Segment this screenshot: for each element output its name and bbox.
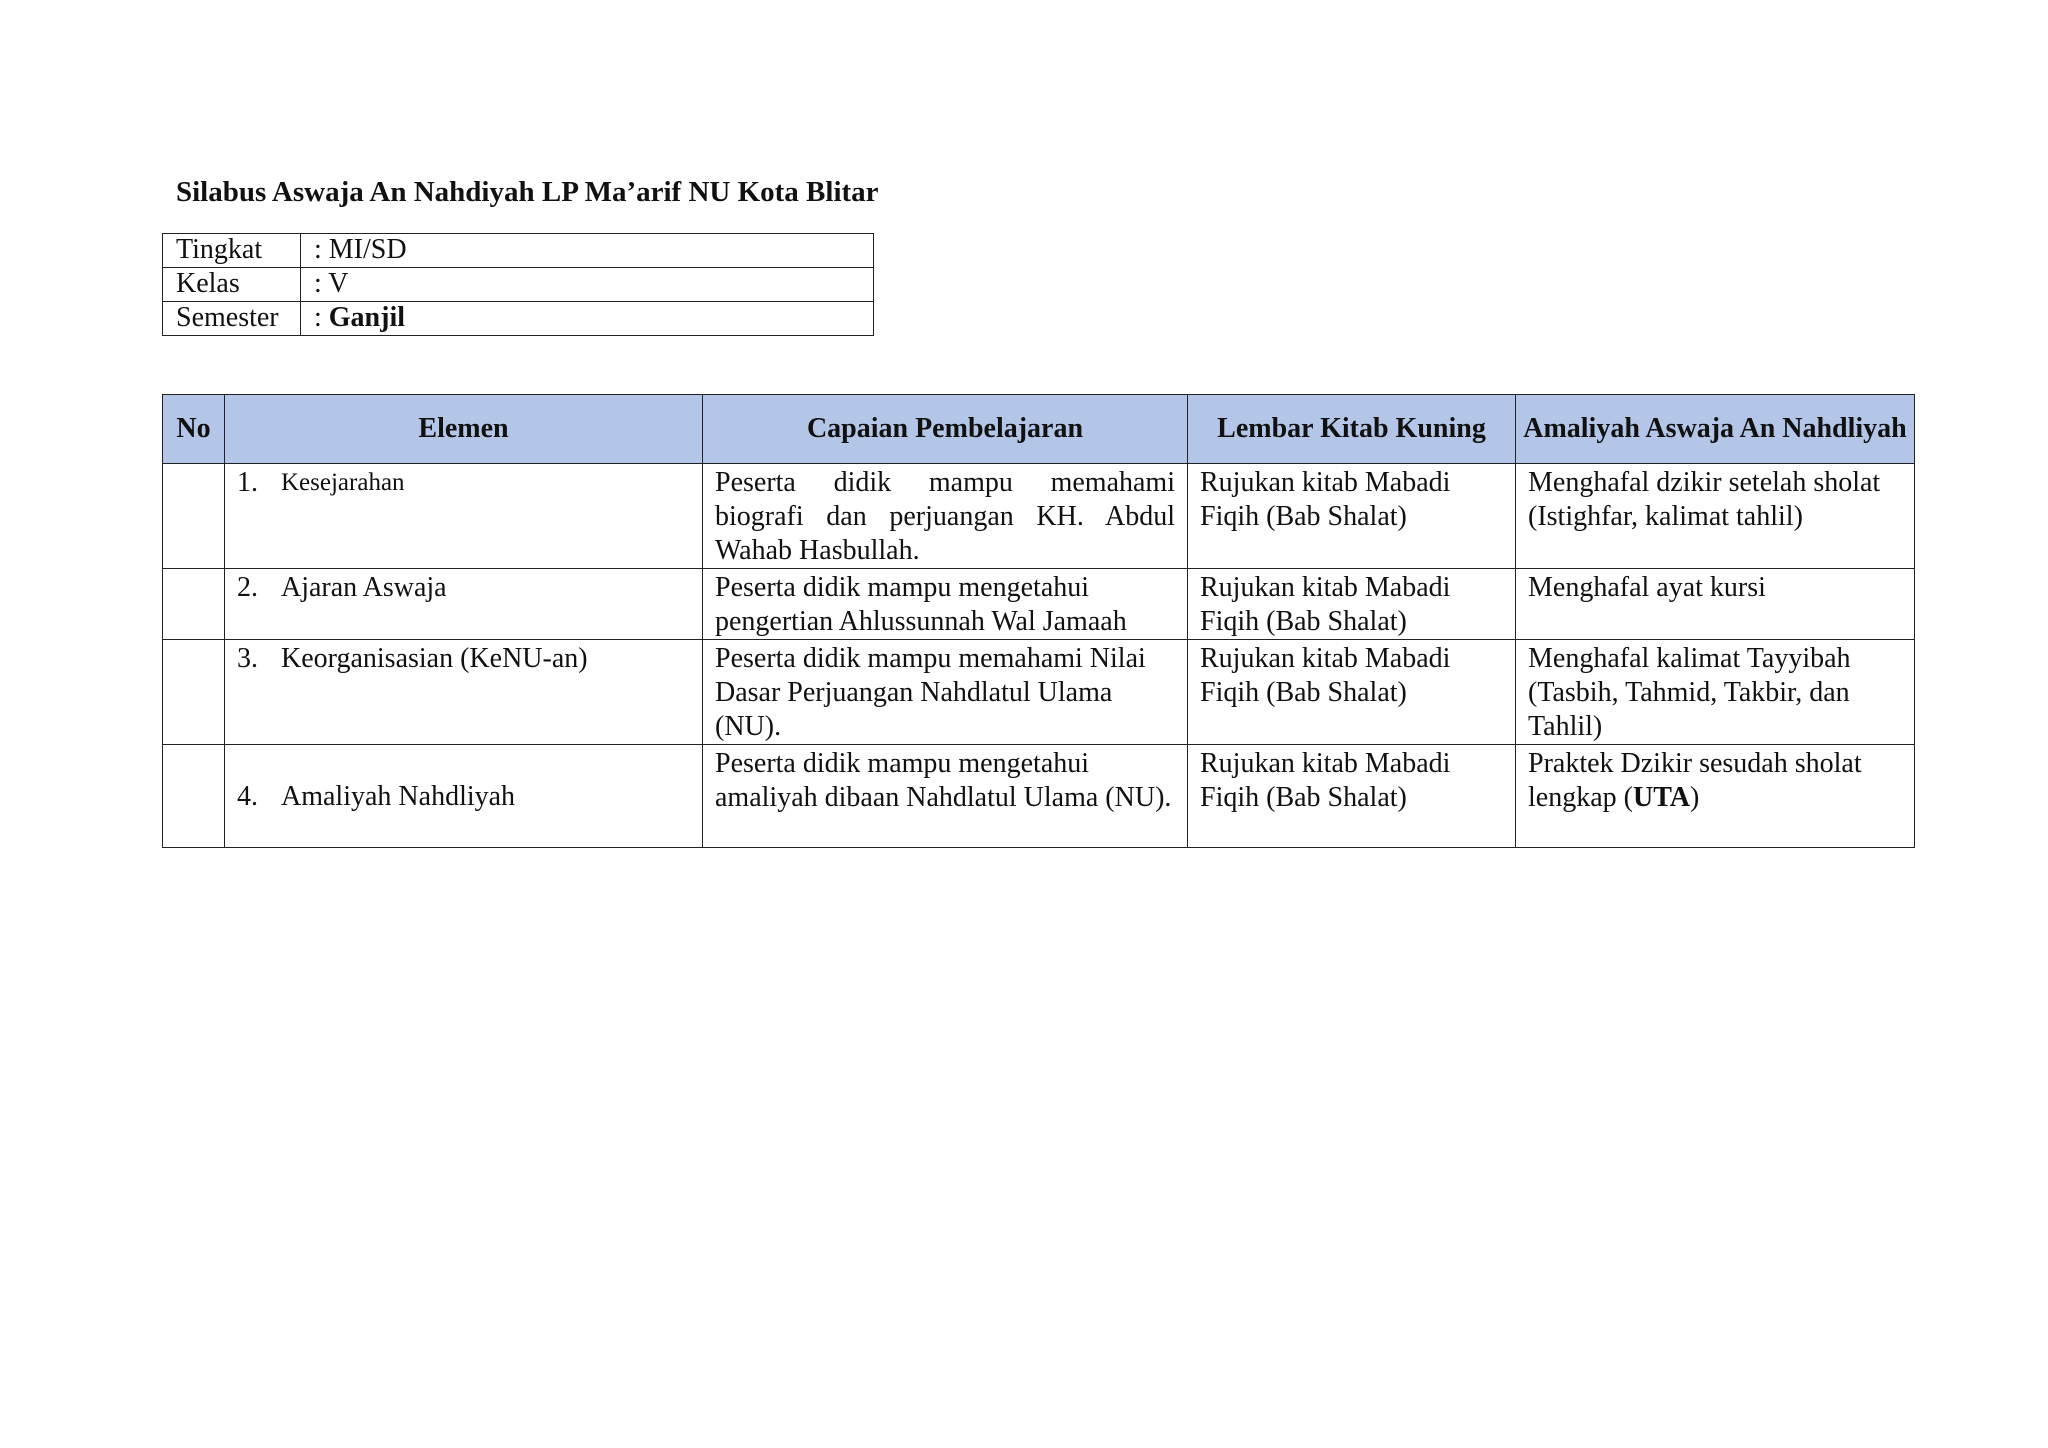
amaliyah-suffix: ) bbox=[1690, 782, 1700, 813]
syllabus-table bbox=[162, 394, 1915, 848]
tingkat-value: : MI/SD bbox=[301, 234, 874, 268]
header-no: No bbox=[163, 395, 225, 464]
cell-amaliyah: Menghafal kalimat Tayyibah (Tasbih, Tahmid, Takbir, dan Tahlil) bbox=[1516, 640, 1915, 745]
amaliyah-text: Praktek Dzikir sesudah sholat lengkap ( bbox=[1528, 748, 1862, 813]
table-row bbox=[163, 569, 1915, 640]
page-title: Silabus Aswaja An Nahdiyah LP Ma’arif NU Kota Blitar bbox=[176, 176, 879, 208]
cell-capaian: Peserta didik mampu mengetahui pengertian Ahlussunnah Wal Jamaah bbox=[703, 569, 1188, 640]
cell-amaliyah: Menghafal dzikir setelah sholat (Istighfar, kalimat tahlil) bbox=[1516, 464, 1915, 569]
cell-capaian: Peserta didik mampu memahami Nilai Dasar Perjuangan Nahdlatul Ulama (NU). bbox=[703, 640, 1188, 745]
cell-no bbox=[163, 464, 225, 569]
header-capaian: Capaian Pembelajaran bbox=[703, 395, 1188, 464]
elemen-label: Keorganisasian (KeNU-an) bbox=[281, 643, 588, 674]
cell-lembar: Rujukan kitab Mabadi Fiqih (Bab Shalat) bbox=[1188, 640, 1516, 745]
semester-value-cell bbox=[301, 302, 874, 336]
cell-elemen bbox=[225, 745, 703, 848]
info-row-kelas bbox=[163, 268, 874, 302]
table-row bbox=[163, 745, 1915, 848]
elemen-label: Ajaran Aswaja bbox=[281, 572, 447, 603]
cell-lembar: Rujukan kitab Mabadi Fiqih (Bab Shalat) bbox=[1188, 569, 1516, 640]
kelas-value: : V bbox=[301, 268, 874, 302]
semester-value: Ganjil bbox=[328, 302, 406, 333]
cell-amaliyah bbox=[1516, 745, 1915, 848]
cell-amaliyah: Menghafal ayat kursi bbox=[1516, 569, 1915, 640]
cell-no bbox=[163, 745, 225, 848]
kelas-label: Kelas bbox=[163, 268, 301, 302]
elemen-number: 2. bbox=[237, 572, 258, 603]
table-row bbox=[163, 464, 1915, 569]
table-row bbox=[163, 640, 1915, 745]
elemen-label: Kesejarahan bbox=[281, 469, 405, 496]
elemen-number: 4. bbox=[237, 781, 258, 812]
elemen-label: Amaliyah Nahdliyah bbox=[281, 781, 516, 812]
table-header-row bbox=[163, 395, 1915, 464]
cell-no bbox=[163, 640, 225, 745]
info-row-tingkat bbox=[163, 234, 874, 268]
cell-elemen bbox=[225, 464, 703, 569]
header-elemen: Elemen bbox=[225, 395, 703, 464]
elemen-number: 3. bbox=[237, 643, 258, 674]
cell-capaian: Peserta didik mampu mengetahui amaliyah dibaan Nahdlatul Ulama (NU). bbox=[703, 745, 1188, 848]
cell-lembar: Rujukan kitab Mabadi Fiqih (Bab Shalat) bbox=[1188, 464, 1516, 569]
info-row-semester bbox=[163, 302, 874, 336]
cell-no bbox=[163, 569, 225, 640]
semester-prefix: : bbox=[314, 302, 329, 333]
elemen-number: 1. bbox=[237, 467, 258, 498]
info-table bbox=[162, 233, 874, 336]
cell-elemen bbox=[225, 640, 703, 745]
semester-label: Semester bbox=[163, 302, 301, 336]
cell-lembar: Rujukan kitab Mabadi Fiqih (Bab Shalat) bbox=[1188, 745, 1516, 848]
cell-capaian: Peserta didik mampu memahami biografi dan perjuangan KH. Abdul Wahab Hasbullah. bbox=[703, 464, 1188, 569]
amaliyah-bold: UTA bbox=[1632, 782, 1691, 813]
header-amaliyah: Amaliyah Aswaja An Nahdliyah bbox=[1516, 395, 1915, 464]
header-lembar: Lembar Kitab Kuning bbox=[1188, 395, 1516, 464]
cell-elemen bbox=[225, 569, 703, 640]
tingkat-label: Tingkat bbox=[163, 234, 301, 268]
